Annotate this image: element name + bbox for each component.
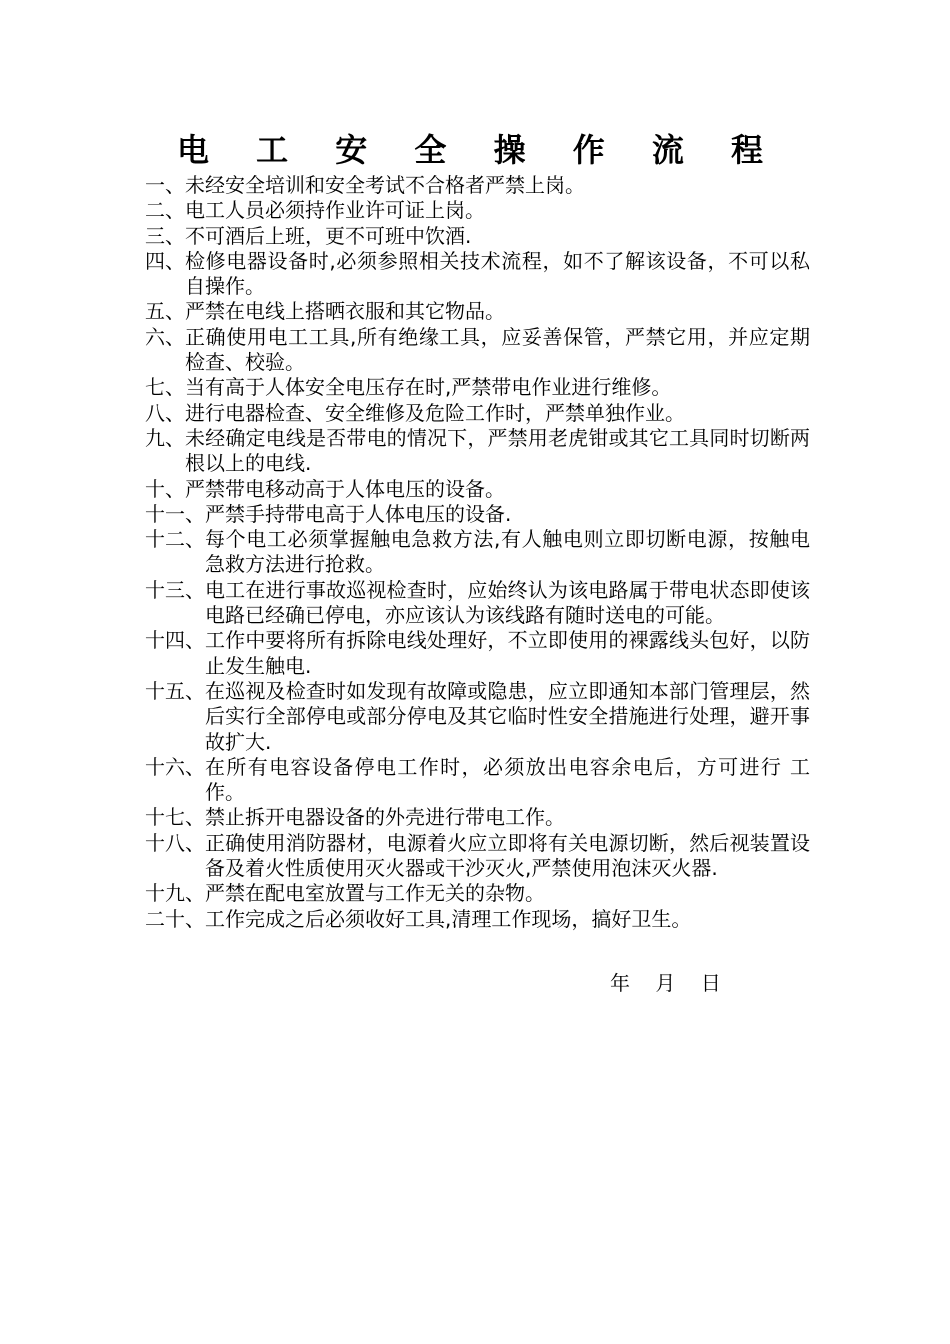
rule-number: 十八、: [145, 830, 205, 855]
rule-text: 电工人员必须持作业许可证上岗。: [185, 198, 485, 223]
rule-number: 十三、: [145, 577, 205, 602]
rule-item: [145, 401, 810, 426]
rule-number: 十七、: [145, 805, 205, 830]
rule-text: 电工在进行事故巡视检查时，应始终认为该电路属于带电状态即使该电路已经确已停电，亦应该认为该线路有随时送电的可能。: [205, 577, 810, 628]
rule-text: 正确使用电工工具,所有绝缘工具，应妥善保管，严禁它用，并应定期检查、校验。: [185, 324, 810, 375]
rule-text: 未经安全培训和安全考试不合格者严禁上岗。: [185, 173, 585, 197]
date-line: 年 月 日: [610, 971, 721, 995]
rule-item: [145, 173, 810, 198]
rule-number: 二、: [145, 198, 185, 223]
rule-item: [145, 375, 810, 400]
rule-number: 一、: [145, 173, 185, 197]
rule-text: 每个电工必须掌握触电急救方法,有人触电则立即切断电源，按触电急救方法进行抢救。: [205, 527, 810, 577]
rule-item: [145, 831, 810, 882]
rule-number: 十六、: [145, 754, 205, 779]
rule-text: 严禁在配电室放置与工作无关的杂物。: [205, 881, 545, 906]
rule-item: [145, 477, 810, 502]
rule-text: 检修电器设备时,必须参照相关技术流程，如不了解该设备，不可以私自操作。: [185, 248, 810, 299]
rule-item: [145, 679, 810, 755]
rule-item: [145, 325, 810, 376]
rule-number: 十、: [145, 476, 185, 501]
rule-number: 十九、: [145, 881, 205, 906]
rule-item: [145, 907, 810, 932]
rule-item: [145, 628, 810, 679]
rule-text: 禁止拆开电器设备的外壳进行带电工作。: [205, 805, 565, 830]
rule-item: [145, 426, 810, 477]
rule-item: [145, 299, 810, 324]
rule-item: [145, 881, 810, 906]
rule-number: 二十、: [145, 906, 205, 931]
rule-item: [145, 224, 810, 249]
rule-number: 十一、: [145, 501, 205, 526]
rule-number: 十四、: [145, 628, 205, 653]
rule-text: 在巡视及检查时如发现有故障或隐患，应立即通知本部门管理层，然后实行全部停电或部分停电及其它临时性安全措施进行处理，避开事故扩大.: [205, 678, 810, 754]
rule-item: [145, 527, 810, 578]
rule-item: [145, 198, 810, 223]
rule-item: [145, 755, 810, 806]
rules-list: [145, 173, 810, 932]
rule-number: 八、: [145, 400, 185, 425]
rule-text: 严禁在电线上搭晒衣服和其它物品。: [185, 299, 505, 324]
rule-item: [145, 502, 810, 527]
rule-text: 在所有电容设备停电工作时，必须放出电容余电后，方可进行 工作。: [205, 754, 810, 805]
rule-item: [145, 249, 810, 300]
rule-text: 工作完成之后必须收好工具,清理工作现场，搞好卫生。: [205, 906, 692, 931]
rule-number: 五、: [145, 299, 185, 324]
rule-text: 进行电器检查、安全维修及危险工作时，严禁单独作业。: [185, 400, 685, 425]
rule-number: 四、: [145, 248, 185, 273]
rule-text: 正确使用消防器材，电源着火应立即将有关电源切断，然后视装置设备及着火性质使用灭火器或干沙灭火,严禁使用泡沫灭火器.: [205, 830, 810, 881]
rule-item: [145, 578, 810, 629]
rule-number: 三、: [145, 223, 185, 248]
document-title: 电 工 安 全 操 作 流 程: [177, 131, 781, 169]
rule-text: 工作中要将所有拆除电线处理好，不立即使用的裸露线头包好，以防止发生触电.: [205, 628, 810, 678]
rule-number: 十二、: [145, 527, 205, 552]
rule-number: 九、: [145, 425, 185, 450]
rule-text: 未经确定电线是否带电的情况下，严禁用老虎钳或其它工具同时切断两根以上的电线.: [185, 425, 810, 476]
rule-text: 严禁手持带电高于人体电压的设备.: [205, 501, 512, 526]
rule-text: 不可酒后上班，更不可班中饮酒.: [185, 223, 472, 248]
rule-text: 严禁带电移动高于人体电压的设备。: [185, 476, 505, 501]
rule-number: 十五、: [145, 678, 205, 703]
rule-number: 六、: [145, 324, 185, 349]
rule-number: 七、: [145, 375, 185, 400]
rule-item: [145, 805, 810, 830]
rule-text: 当有高于人体安全电压存在时,严禁带电作业进行维修。: [185, 375, 672, 400]
